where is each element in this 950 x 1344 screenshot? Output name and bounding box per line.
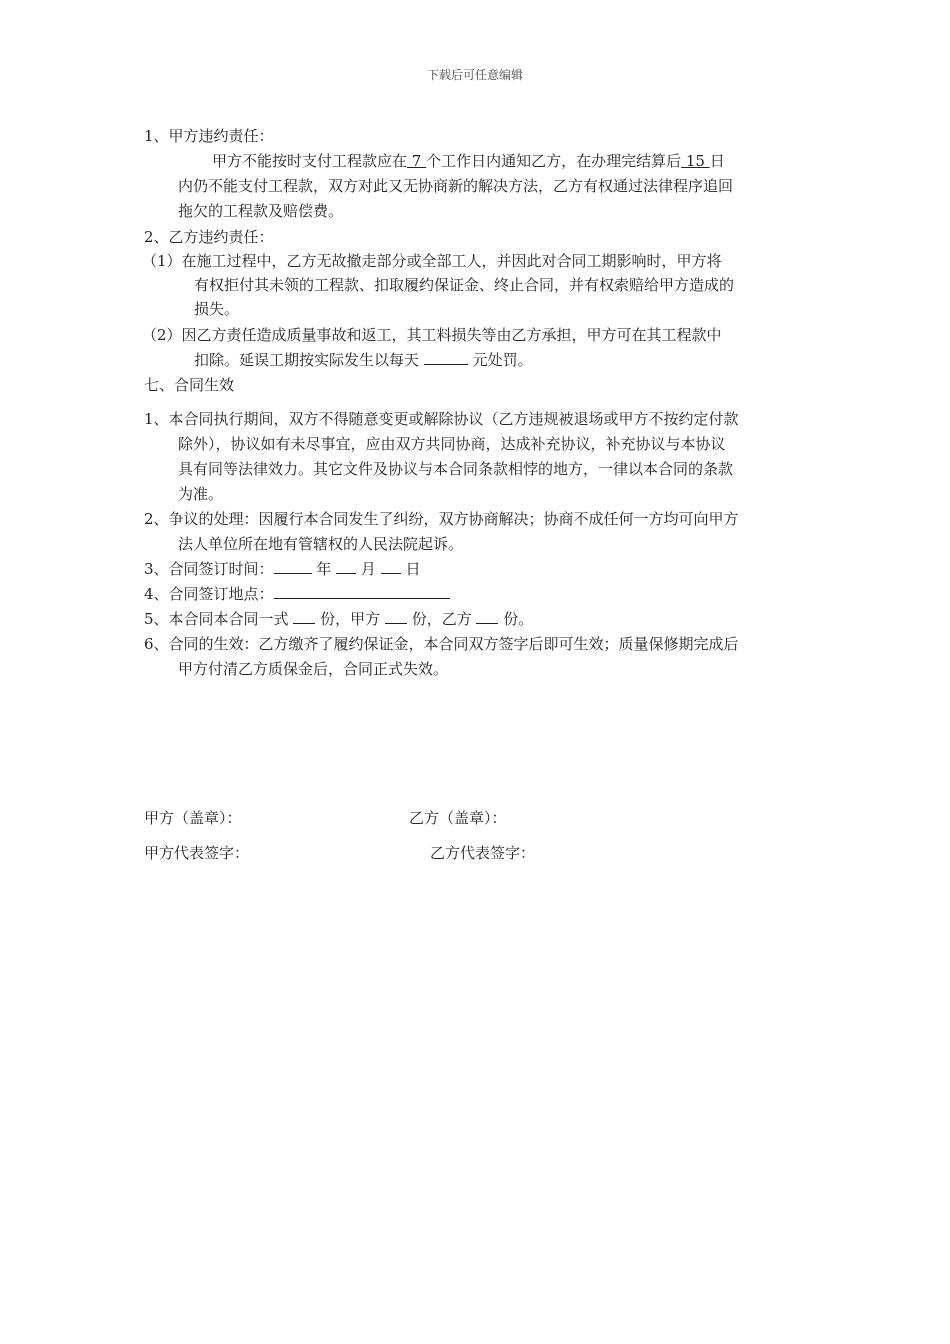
party-a-breach-line-2: 内仍不能支付工程款，双方对此又无协商新的解决方法，乙方有权通过法律程序追回 [178,177,734,195]
clause-6-line-2: 甲方付清乙方质保金后，合同正式失效。 [178,660,449,678]
text: 个工作日内通知乙方，在办理完结算后 [426,152,682,170]
clause-1-line-4: 为准。 [178,485,224,503]
party-b-item-1-line-1: （1）在施工过程中，乙方无故撤走部分或全部工人，并因此对合同工期影响时，甲方将 [142,252,722,270]
party-b-breach-title: 2、乙方违约责任： [144,228,274,246]
text: 月 [360,560,376,578]
text: 份，甲方 [320,610,381,628]
notice-days: 7 [407,152,427,170]
total-copies-blank [293,609,315,624]
text: 年 [316,560,332,578]
party-a-breach-line-1 [212,150,725,172]
party-b-item-1-line-2: 有权拒付其未领的工程款、扣取履约保证金、终止合同，并有权索赔给甲方造成的 [194,276,735,294]
clause-4-signing-place [144,583,450,605]
text: 4、合同签订地点： [144,585,274,603]
text: 元处罚。 [472,351,533,369]
place-blank [274,584,450,599]
party-b-item-2-line-2 [194,349,533,371]
party-b-item-1-line-3: 损失。 [194,300,240,318]
section-7-title: 七、合同生效 [144,376,235,394]
party-b-item-2-line-1: （2）因乙方责任造成质量事故和返工，其工料损失等由乙方承担，甲方可在其工程款中 [142,326,722,344]
month-blank [336,559,356,574]
party-b-copies-blank [476,609,498,624]
page-header: 下载后可任意编辑 [426,68,523,82]
party-a-breach-line-3: 拖欠的工程款及赔偿费。 [178,202,344,220]
clause-6-line-1: 6、合同的生效：乙方缴齐了履约保证金，本合同双方签字后即可生效；质量保修期完成后 [144,635,739,653]
clause-2-line-1: 2、争议的处理：因履行本合同发生了纠纷，双方协商解决；协商不成任何一方均可向甲方 [144,510,739,528]
text: 甲方不能按时支付工程款应在 [212,152,408,170]
text: 5、本合同本合同一式 [144,610,289,628]
text: 扣除。延误工期按实际发生以每天 [194,351,420,369]
clause-2-line-2: 法人单位所在地有管辖权的人民法院起诉。 [178,535,464,553]
year-blank [274,559,312,574]
clause-1-line-3: 具有同等法律效力。其它文件及协议与本合同条款相悖的地方，一律以本合同的条款 [178,460,734,478]
party-a-seal-label: 甲方（盖章）： [144,809,242,827]
party-b-seal-label: 乙方（盖章）： [409,809,507,827]
penalty-amount-blank [424,350,468,365]
clause-1-line-1: 1、本合同执行期间，双方不得随意变更或解除协议（乙方违规被退场或甲方不按约定付款 [144,410,739,428]
text: 日 [405,560,421,578]
settlement-days: 15 [681,152,710,170]
day-blank [381,559,401,574]
party-a-breach-title: 1、甲方违约责任： [144,127,274,145]
clause-3-signing-date [144,558,421,580]
clause-1-line-2: 除外），协议如有未尽事宜，应由双方共同协商，达成补充协议，补充协议与本协议 [178,435,726,453]
party-a-copies-blank [385,609,407,624]
text: 份。 [503,610,534,628]
text: 份，乙方 [411,610,472,628]
text: 3、合同签订时间： [144,560,274,578]
party-b-rep-label: 乙方代表签字： [430,844,536,862]
text: 日 [709,152,725,170]
clause-5-copies [144,608,533,630]
party-a-rep-label: 甲方代表签字： [144,844,250,862]
